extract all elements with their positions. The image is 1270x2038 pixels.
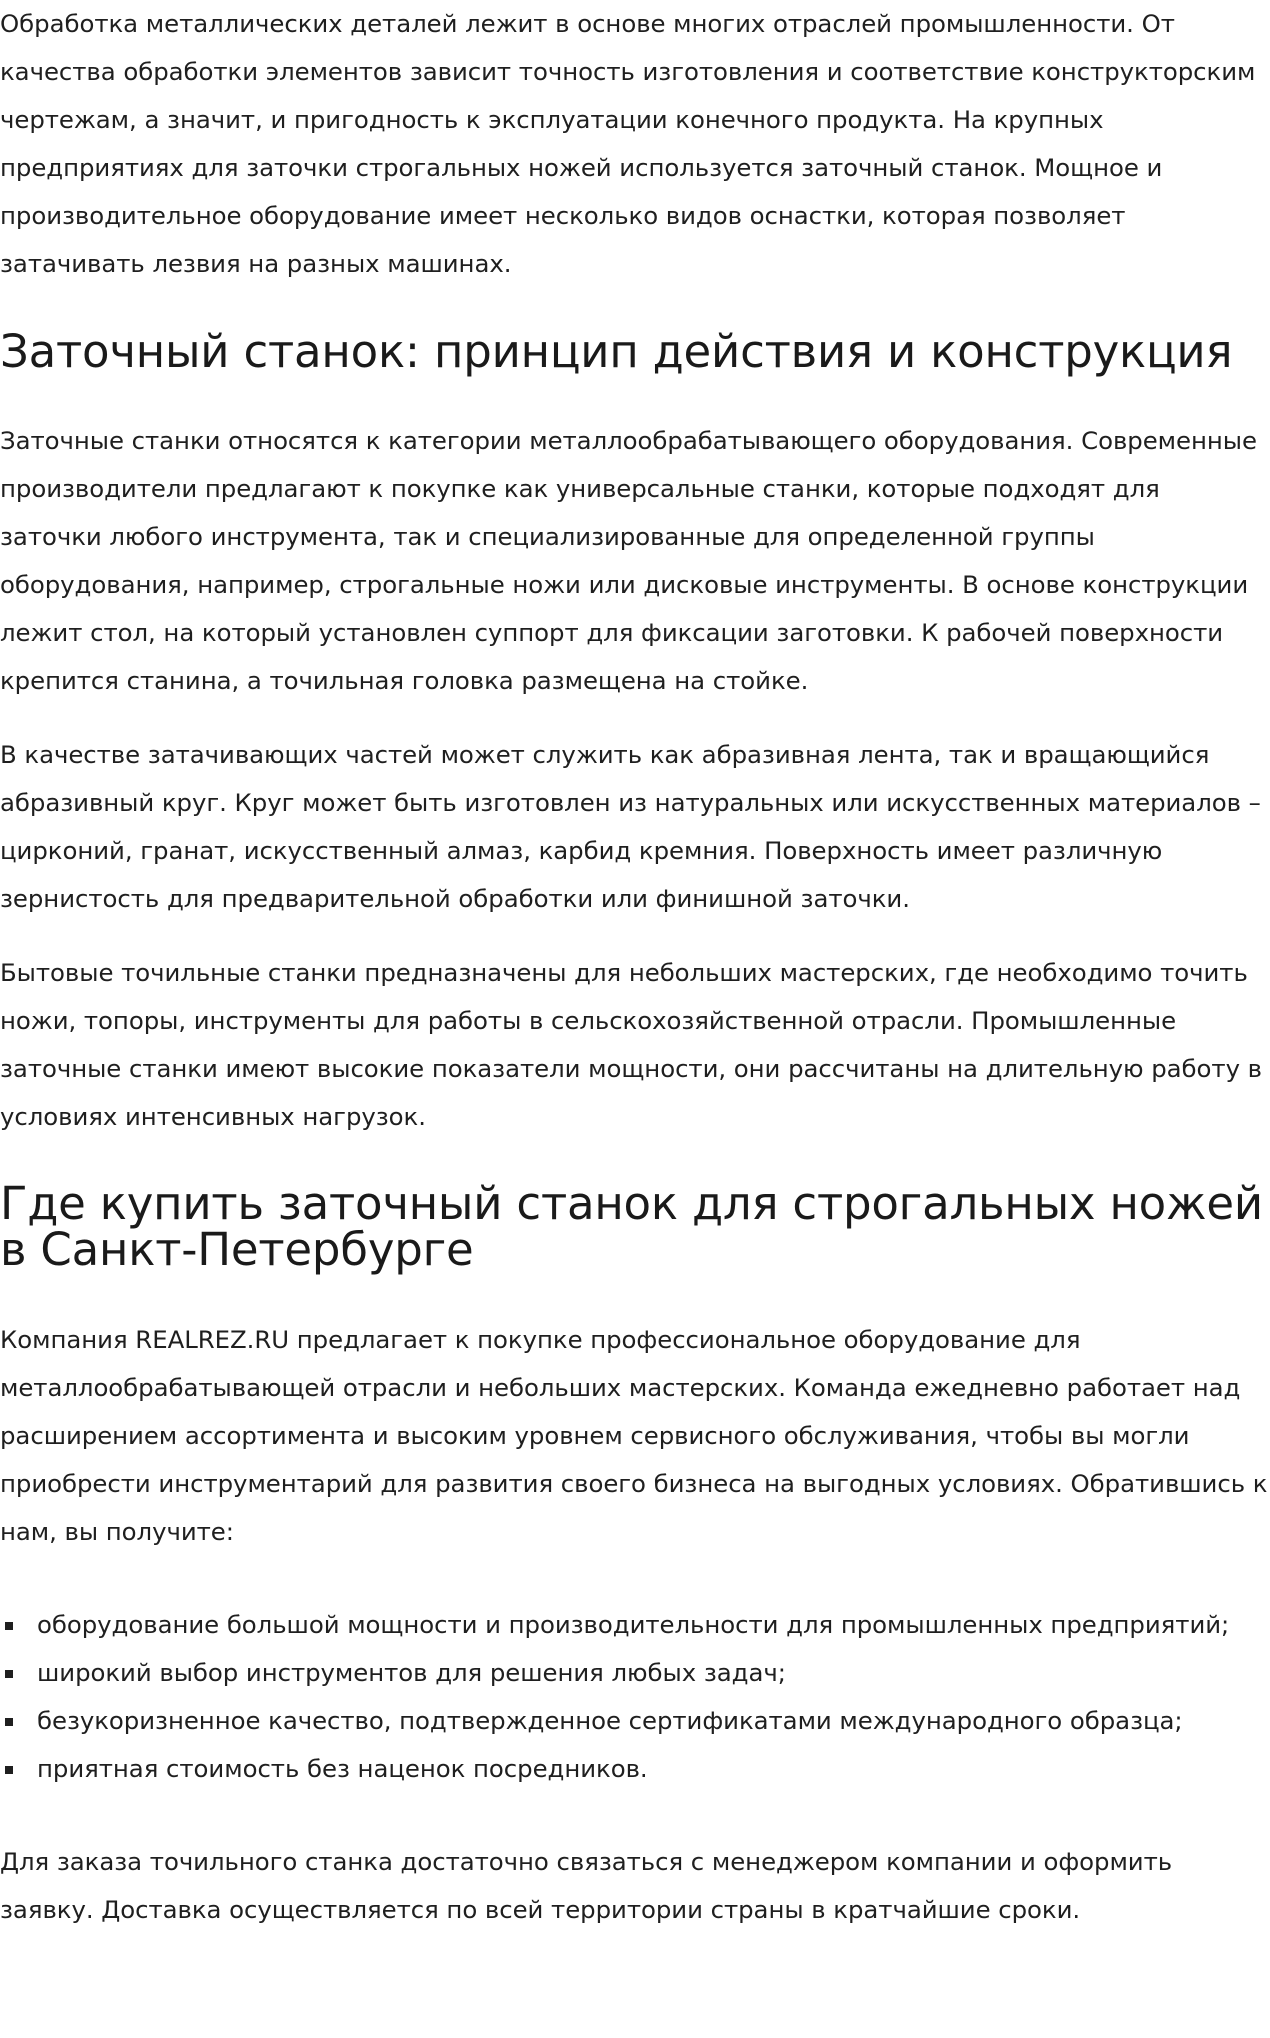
square-bullet-icon xyxy=(5,1622,13,1630)
principle-paragraph-abrasives: В качестве затачивающих частей может служить как абразивная лента, так и вращающийся абразивный круг. Круг может быть изготовлен из натуральных или искусственных материалов – цирконий, гранат, искусственный алмаз, карбид кремния. Поверхность имеет различную зернистость для предварительной обработки или финишной заточки. xyxy=(0,740,1261,913)
principle-paragraph-construction: Заточные станки относятся к категории металлообрабатывающего оборудования. Современные производители предлагают к покупке как универсальные станки, которые подходят для заточки любого инструмента, так и специализированные для определенной группы оборудования, например, строгальные ножи или дисковые инструменты. В основе конструкции лежит стол, на который установлен суппорт для фиксации заготовки. К рабочей поверхности крепится станина, а точильная головка размещена на стойке. xyxy=(0,426,1257,695)
square-bullet-icon xyxy=(5,1766,13,1774)
benefit-text: широкий выбор инструментов для решения любых задач; xyxy=(37,1658,786,1687)
order-paragraph: Для заказа точильного станка достаточно связаться с менеджером компании и оформить заявку. Доставка осуществляется по всей территории страны в кратчайшие сроки. xyxy=(0,1847,1173,1924)
benefit-item xyxy=(0,1601,1268,1649)
section-heading-where-to-buy: Где купить заточный станок для строгальных ножей в Санкт-Петербурге xyxy=(0,1177,1263,1276)
section-heading-principle: Заточный станок: принцип действия и конструкция xyxy=(0,325,1233,378)
benefit-item xyxy=(0,1745,1268,1793)
principle-paragraph-household-industrial: Бытовые точильные станки предназначены для небольших мастерских, где необходимо точить ножи, топоры, инструменты для работы в сельскохозяйственной отрасли. Промышленные заточные станки имеют высокие показатели мощности, они рассчитаны на длительную работу в условиях интенсивных нагрузок. xyxy=(0,958,1262,1131)
square-bullet-icon xyxy=(5,1718,13,1726)
intro-paragraph: Обработка металлических деталей лежит в основе многих отраслей промышленности. От качества обработки элементов зависит точность изготовления и соответствие конструкторским чертежам, а значит, и пригодность к эксплуатации конечного продукта. На крупных предприятиях для заточки строгальных ножей используется заточный станок. Мощное и производительное оборудование имеет несколько видов оснастки, которая позволяет затачивать лезвия на разных машинах. xyxy=(0,9,1256,278)
benefits-list xyxy=(0,1601,1268,1793)
square-bullet-icon xyxy=(5,1670,13,1678)
benefit-item xyxy=(0,1697,1268,1745)
company-paragraph: Компания REALREZ.RU предлагает к покупке профессиональное оборудование для металлообрабатывающей отрасли и небольших мастерских. Команда ежедневно работает над расширением ассортимента и высоким уровнем сервисного обслуживания, чтобы вы могли приобрести инструментарий для развития своего бизнеса на выгодных условиях. Обратившись к нам, вы получите: xyxy=(0,1325,1268,1546)
benefit-text: оборудование большой мощности и производительности для промышленных предприятий; xyxy=(37,1610,1230,1639)
benefit-item xyxy=(0,1649,1268,1697)
benefit-text: безукоризненное качество, подтвержденное сертификатами международного образца; xyxy=(37,1706,1183,1735)
benefit-text: приятная стоимость без наценок посредников. xyxy=(37,1754,648,1783)
